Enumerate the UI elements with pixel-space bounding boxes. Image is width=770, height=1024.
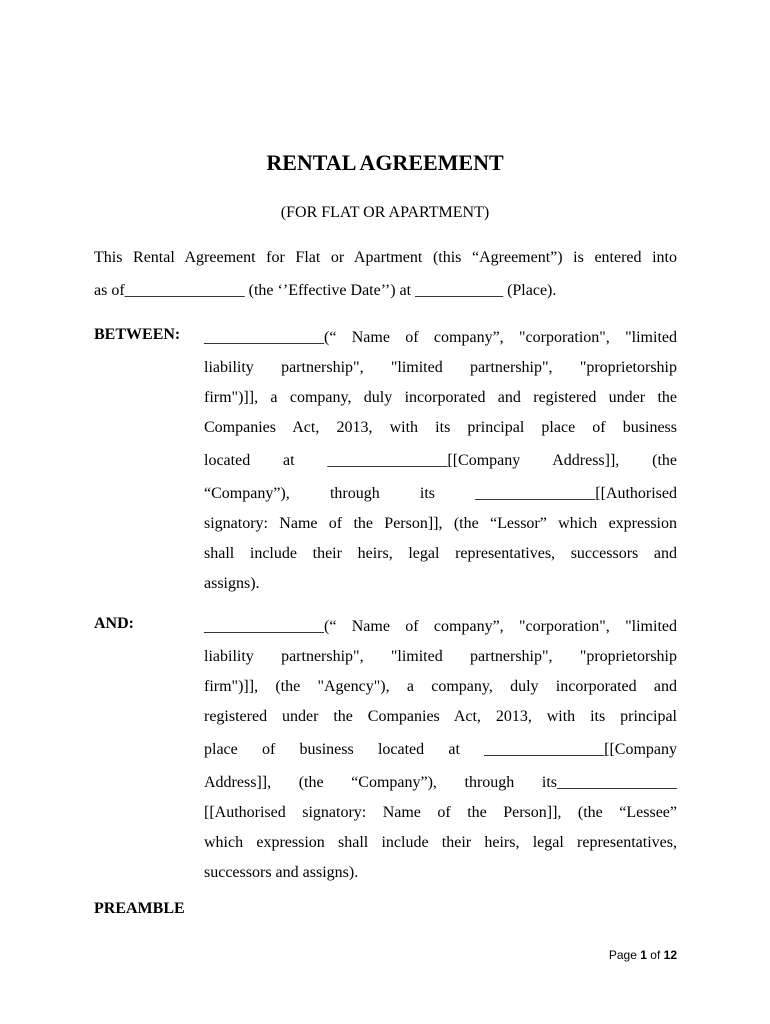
party-line: assigns). bbox=[204, 575, 260, 592]
party-line: liability partnership", "limited partnership", "proprietorship bbox=[204, 359, 677, 376]
party-line: “Company”), through its _______________[[Authorised bbox=[204, 485, 677, 502]
party-line: shall include their heirs, legal representatives, successors and bbox=[204, 545, 677, 562]
party-line: place of business located at _______________[[Company bbox=[204, 741, 677, 758]
page-word: Page bbox=[608, 948, 637, 962]
intro-paragraph bbox=[94, 246, 677, 312]
party-line: Companies Act, 2013, with its principal place of business bbox=[204, 419, 677, 436]
document-subtitle: (FOR FLAT OR APARTMENT) bbox=[280, 204, 490, 221]
party-line: registered under the Companies Act, 2013, with its principal bbox=[204, 708, 677, 725]
party-line: firm")]], (the "Agency"), a company, duly incorporated and bbox=[204, 678, 677, 695]
party-label-and: AND: bbox=[94, 615, 134, 632]
party-line: [[Authorised signatory: Name of the Person]], (the “Lessee” bbox=[204, 804, 677, 821]
page-number bbox=[609, 948, 677, 962]
party-line: which expression shall include their heirs, legal representatives, bbox=[204, 834, 677, 851]
party-line: _______________(“ Name of company”, "corporation", "limited bbox=[204, 329, 677, 346]
party-label-between: BETWEEN: bbox=[94, 326, 181, 343]
party-line: Address]], (the “Company”), through its_______________ bbox=[204, 774, 677, 791]
party-body-lessee bbox=[204, 615, 677, 891]
intro-line: as of_______________ (the ‘’Effective Date’’) at ___________ (Place). bbox=[94, 282, 557, 299]
preamble-heading: PREAMBLE bbox=[94, 900, 185, 917]
party-line: _______________(“ Name of company”, "corporation", "limited bbox=[204, 618, 677, 635]
party-body-lessor bbox=[204, 326, 677, 602]
party-line: successors and assigns). bbox=[204, 864, 359, 881]
intro-line: This Rental Agreement for Flat or Apartment (this “Agreement”) is entered into bbox=[94, 249, 677, 266]
current-page: 1 bbox=[640, 948, 647, 962]
total-pages: 12 bbox=[663, 948, 677, 962]
party-line: signatory: Name of the Person]], (the “Lessor” which expression bbox=[204, 515, 677, 532]
party-line: firm")]], a company, duly incorporated and registered under the bbox=[204, 389, 677, 406]
party-line: liability partnership", "limited partnership", "proprietorship bbox=[204, 648, 677, 665]
of-word: of bbox=[650, 948, 661, 962]
document-title: RENTAL AGREEMENT bbox=[266, 150, 504, 175]
party-line: located at _______________[[Company Address]], (the bbox=[204, 452, 677, 469]
